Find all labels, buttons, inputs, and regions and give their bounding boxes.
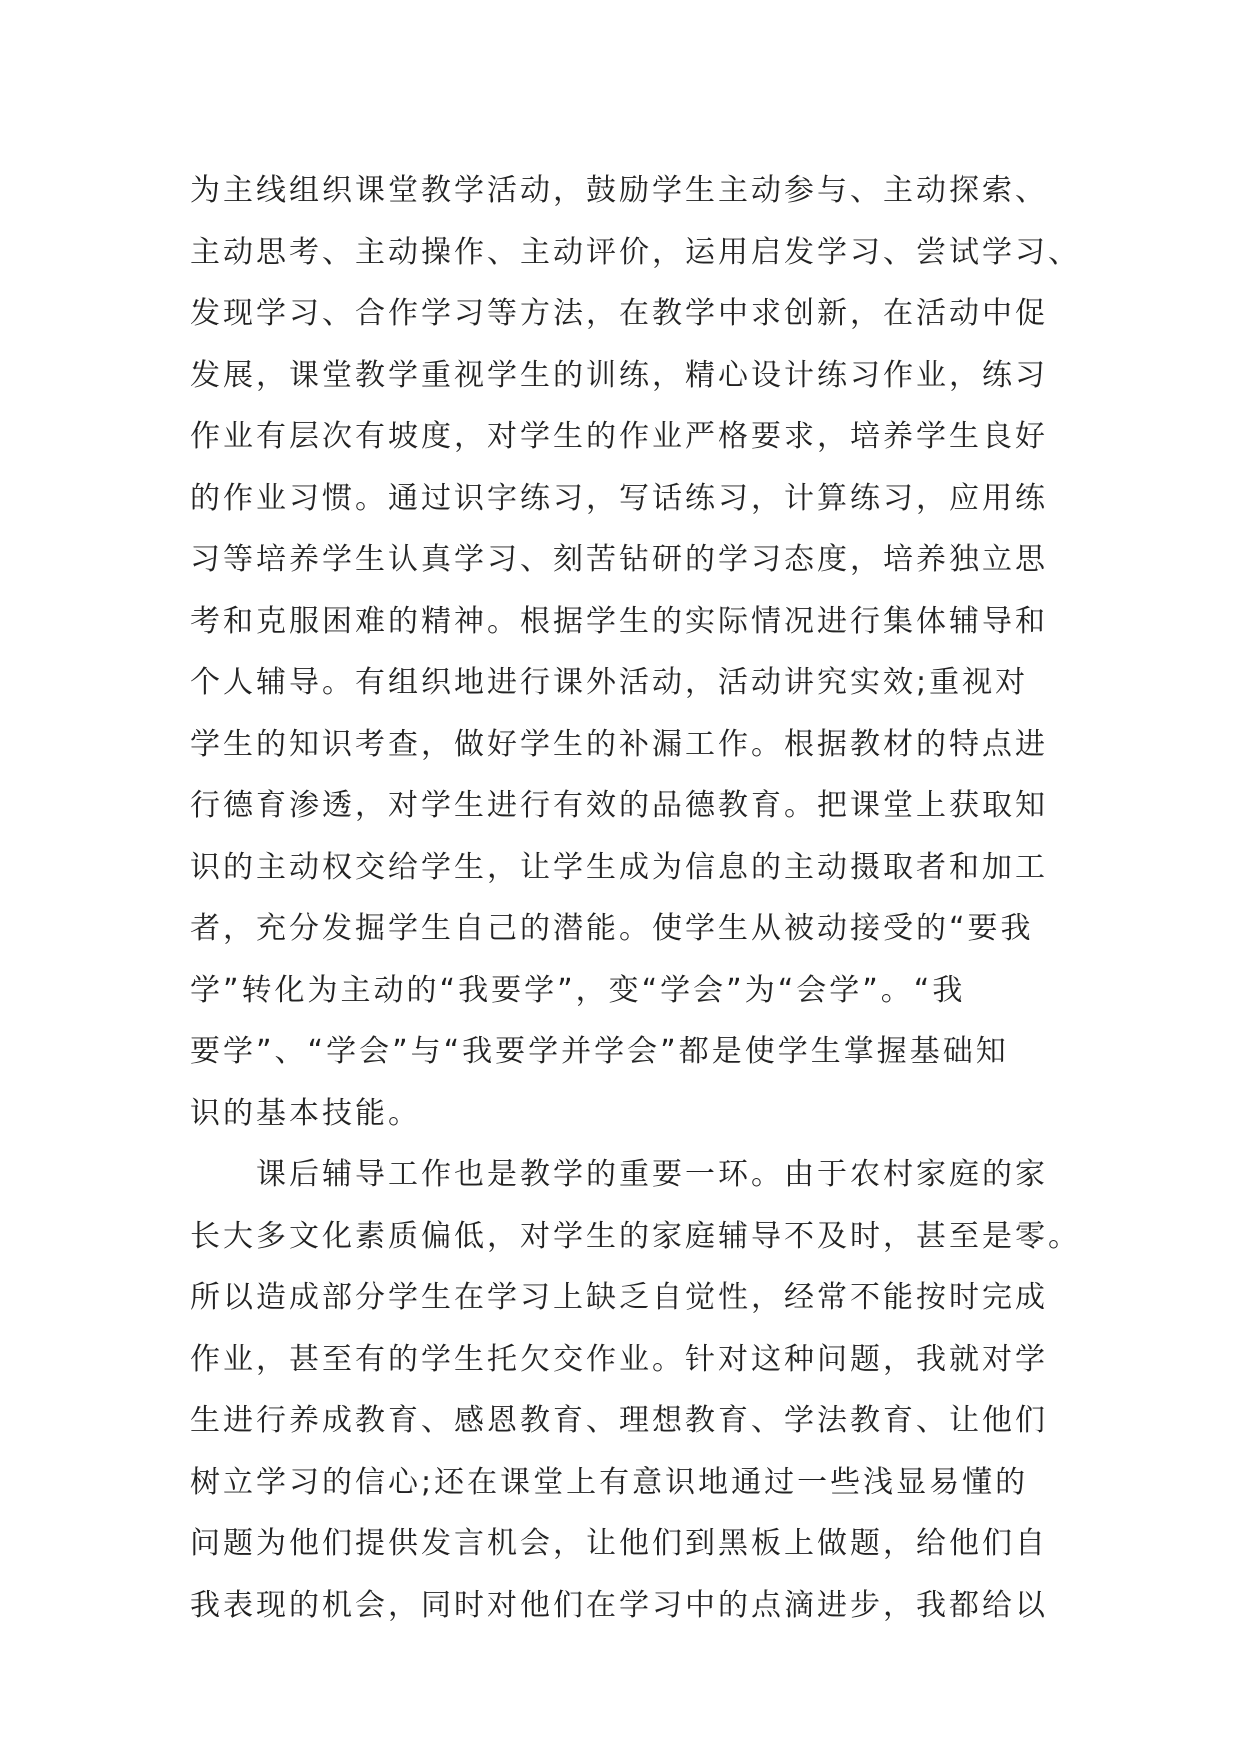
text-line: 识的基本技能。 bbox=[190, 1095, 421, 1131]
text-line: 发展，课堂教学重视学生的训练，精心设计练习作业，练习 bbox=[190, 357, 1048, 393]
text-line: 要学”、“学会”与“我要学并学会”都是使学生掌握基础知 bbox=[190, 1034, 1009, 1069]
text-line: 行德育渗透，对学生进行有效的品德教育。把课堂上获取知 bbox=[190, 788, 1048, 823]
text-line: 识的主动权交给学生，让学生成为信息的主动摄取者和加工 bbox=[190, 849, 1048, 885]
text-line: 习等培养学生认真学习、刻苦钻研的学习态度，培养独立思 bbox=[190, 542, 1048, 577]
text-line: 主动思考、主动操作、主动评价，运用启发学习、尝试学习、 bbox=[190, 234, 1081, 270]
text-line: 问题为他们提供发言机会，让他们到黑板上做题，给他们自 bbox=[190, 1526, 1048, 1561]
text-line: 考和克服困难的精神。根据学生的实际情况进行集体辅导和 bbox=[190, 603, 1048, 639]
text-line: 生进行养成教育、感恩教育、理想教育、学法教育、让他们 bbox=[190, 1403, 1048, 1438]
text-line: 者，充分发掘学生自己的潜能。使学生从被动接受的“要我 bbox=[190, 911, 1034, 946]
paragraph-2 bbox=[190, 1144, 1081, 1636]
text-line: 长大多文化素质偏低，对学生的家庭辅导不及时，甚至是零。 bbox=[190, 1218, 1081, 1254]
text-line: 课后辅导工作也是教学的重要一环。由于农村家庭的家 bbox=[190, 1157, 1048, 1192]
text-line: 发现学习、合作学习等方法，在教学中求创新，在活动中促 bbox=[190, 296, 1048, 331]
text-line: 学生的知识考查，做好学生的补漏工作。根据教材的特点进 bbox=[190, 726, 1048, 762]
text-line: 为主线组织课堂教学活动，鼓励学生主动参与、主动探索、 bbox=[190, 173, 1048, 208]
text-line: 树立学习的信心;还在课堂上有意识地通过一些浅显易懂的 bbox=[190, 1464, 1029, 1500]
text-line: 个人辅导。有组织地进行课外活动，活动讲究实效;重视对 bbox=[190, 665, 1029, 700]
text-line: 我表现的机会，同时对他们在学习中的点滴进步，我都给以 bbox=[190, 1587, 1048, 1623]
paragraph-1 bbox=[190, 160, 1081, 1144]
text-line: 作业有层次有坡度，对学生的作业严格要求，培养学生良好 bbox=[190, 419, 1048, 454]
body-text bbox=[190, 160, 1081, 1636]
text-line: 的作业习惯。通过识字练习，写话练习，计算练习，应用练 bbox=[190, 480, 1048, 516]
text-line: 所以造成部分学生在学习上缺乏自觉性，经常不能按时完成 bbox=[190, 1280, 1048, 1315]
text-line: 学”转化为主动的“我要学”，变“学会”为“会学”。“我 bbox=[190, 972, 966, 1008]
text-line: 作业，甚至有的学生托欠交作业。针对这种问题，我就对学 bbox=[190, 1341, 1048, 1377]
